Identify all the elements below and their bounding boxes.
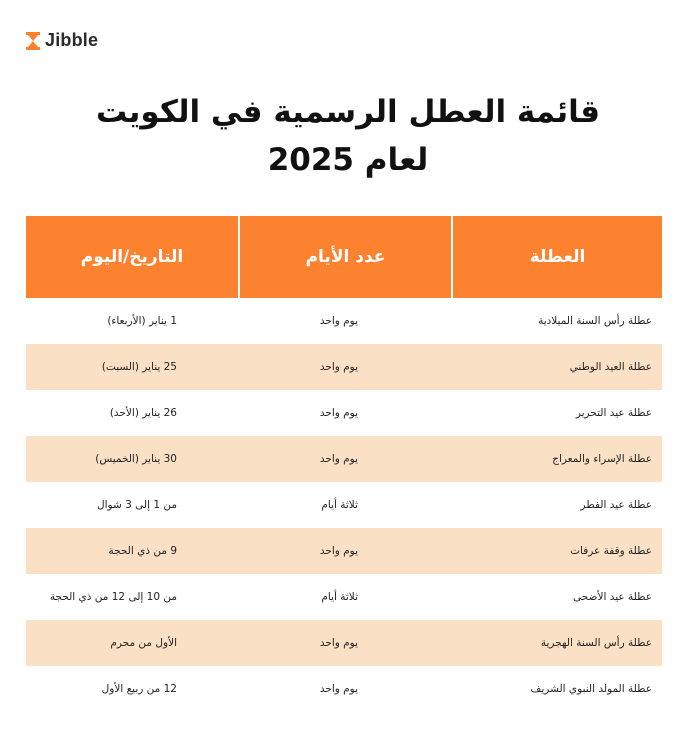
- date-cell: 30 يناير (الخميس): [26, 436, 239, 482]
- holiday-cell: عطلة عيد الفطر: [580, 499, 652, 511]
- table-row: [26, 620, 662, 666]
- holidays-table-container: [26, 216, 662, 712]
- date-cell: من 1 إلى 3 شوال: [97, 499, 177, 511]
- date-cell: من 10 إلى 12 من ذي الحجة: [49, 591, 177, 603]
- days-cell: يوم واحد: [239, 528, 452, 574]
- days-cell: يوم واحد: [239, 344, 452, 390]
- date-cell: 12 من ربيع الأول: [101, 683, 177, 695]
- holiday-cell: عطلة الإسراء والمعراج: [452, 436, 662, 482]
- days-cell: يوم واحد: [239, 620, 452, 666]
- page-title: [0, 88, 696, 184]
- header-date: التاريخ/اليوم: [26, 216, 239, 298]
- days-cell: ثلاثة أيام: [321, 591, 358, 603]
- table-row: [26, 528, 662, 574]
- brand-name: Jibble: [45, 30, 99, 50]
- holiday-cell: عطلة عيد الأضحى: [573, 591, 652, 603]
- table-row: [26, 482, 662, 528]
- holiday-cell: عطلة رأس السنة الميلادية: [538, 315, 652, 327]
- header-holiday: العطلة: [452, 216, 662, 298]
- holiday-cell: عطلة المولد النبوي الشريف: [530, 683, 652, 695]
- page-title-line-1: قائمة العطل الرسمية في الكويت: [95, 94, 601, 130]
- date-cell: 26 يناير (الأحد): [109, 407, 177, 419]
- table-row: [26, 344, 662, 390]
- holiday-cell: عطلة رأس السنة الهجرية: [452, 620, 662, 666]
- table-row: [26, 298, 662, 344]
- table-row: [26, 574, 662, 620]
- table-body: [26, 298, 662, 712]
- table-row: [26, 436, 662, 482]
- holiday-cell: عطلة العيد الوطني: [452, 344, 662, 390]
- holidays-table: [26, 216, 662, 712]
- table-row: [26, 390, 662, 436]
- days-cell: يوم واحد: [319, 315, 358, 327]
- date-cell: 1 يناير (الأربعاء): [107, 315, 177, 327]
- holiday-cell: عطلة وقفة عرفات: [452, 528, 662, 574]
- date-cell: 9 من ذي الحجة: [26, 528, 239, 574]
- days-cell: يوم واحد: [319, 683, 358, 695]
- table-header-row: [26, 216, 662, 298]
- brand-logo: [26, 30, 98, 51]
- date-cell: الأول من محرم: [26, 620, 239, 666]
- page-title-line-2: لعام 2025: [267, 142, 429, 178]
- days-cell: يوم واحد: [239, 436, 452, 482]
- table-header: [26, 216, 662, 298]
- header-days: عدد الأيام: [239, 216, 452, 298]
- table-row: [26, 666, 662, 712]
- hourglass-icon: [26, 32, 40, 50]
- days-cell: يوم واحد: [319, 407, 358, 419]
- days-cell: ثلاثة أيام: [321, 499, 358, 511]
- date-cell: 25 يناير (السبت): [26, 344, 239, 390]
- holiday-cell: عطلة عيد التحرير: [575, 407, 652, 419]
